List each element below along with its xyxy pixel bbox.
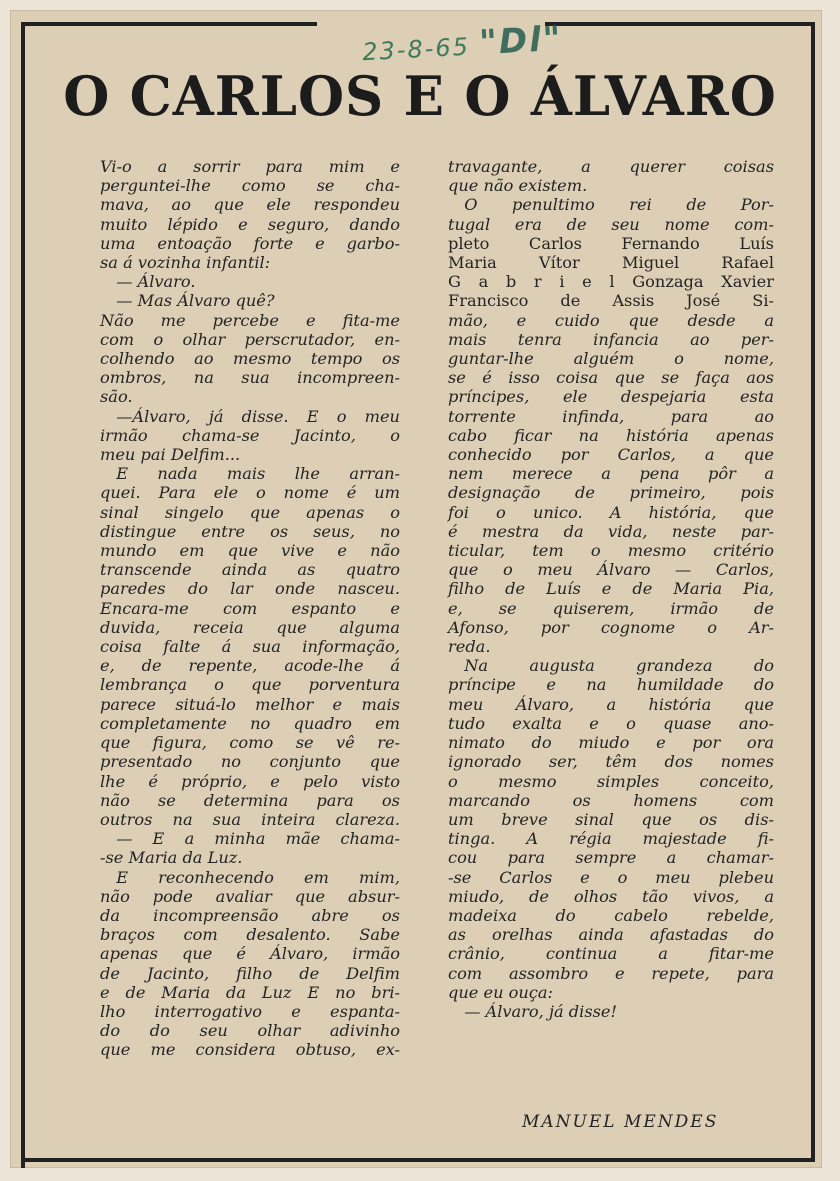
text-line: que figura, como se vê re-	[100, 733, 400, 753]
text-line: coisa falte á sua informação,	[100, 637, 400, 657]
article-title: O CARLOS E O ÁLVARO	[63, 64, 777, 128]
text-line: Afonso, por cognome o Ar-	[448, 617, 774, 637]
text-line: são.	[100, 387, 133, 407]
text-line: Encara-me com espanto e	[100, 598, 400, 618]
text-line: -se Carlos e o meu plebeu	[448, 867, 774, 887]
text-line: tugal era de seu nome com-	[448, 214, 774, 234]
text-line: é mestra da vida, neste par-	[448, 521, 774, 541]
text-line: mais tenra infancia ao per-	[448, 329, 774, 349]
text-line: que não existem.	[448, 176, 588, 196]
text-line: de Jacinto, filho de Delfim	[100, 963, 400, 983]
text-line: torrente infinda, para ao	[448, 406, 774, 426]
border-rule-top-left	[21, 22, 317, 26]
text-line: uma entoação forte e garbo-	[100, 233, 400, 253]
text-line: lho interrogativo e espanta-	[100, 1001, 400, 1021]
text-line: marcando os homens com	[448, 790, 774, 810]
text-line: distingue entre os seus, no	[100, 521, 400, 541]
text-line: um breve sinal que os dis-	[448, 809, 774, 829]
text-line: E reconhecendo em mim,	[100, 867, 400, 887]
text-line: -se Maria da Luz.	[100, 848, 243, 868]
text-line: —Álvaro, já disse. E o meu	[100, 406, 400, 426]
text-line: miudo, de olhos tão vivos, a	[448, 886, 774, 906]
text-line: que o meu Álvaro — Carlos,	[448, 560, 774, 580]
text-line: mão, e cuido que desde a	[448, 310, 774, 330]
article-column-right	[448, 157, 774, 1021]
text-line: mundo em que vive e não	[100, 541, 400, 561]
text-line: não se determina para os	[100, 790, 400, 810]
text-line: reda.	[448, 637, 491, 657]
text-line: outros na sua inteira clareza.	[100, 809, 400, 829]
text-line: duvida, receia que alguma	[100, 617, 400, 637]
text-line: braços com desalento. Sabe	[100, 925, 400, 945]
border-rule-bottom	[21, 1158, 815, 1162]
text-line: tinga. A régia majestade fi-	[448, 829, 774, 849]
text-line: que eu ouça:	[448, 982, 554, 1002]
text-line: Na augusta grandeza do	[448, 656, 774, 676]
text-line: Francisco de Assis José Si-	[448, 291, 774, 311]
text-line: quei. Para ele o nome é um	[100, 483, 400, 503]
text-line: guntar-lhe alguém o nome,	[448, 349, 774, 369]
text-line: que me considera obtuso, ex-	[100, 1040, 400, 1060]
border-rule-top-right	[545, 22, 815, 26]
text-line: paredes do lar onde nasceu.	[100, 579, 400, 599]
text-line: travagante, a querer coisas	[448, 157, 774, 176]
text-line: cou para sempre a chamar-	[448, 848, 774, 868]
text-line: presentado no conjunto que	[100, 752, 400, 772]
text-line: ticular, tem o mesmo critério	[448, 541, 774, 561]
text-line: o mesmo simples conceito,	[448, 771, 774, 791]
handwritten-date: 23-8-65	[361, 32, 471, 67]
text-line: não pode avaliar que absur-	[100, 886, 400, 906]
text-line: crânio, continua a fitar-me	[448, 944, 774, 964]
border-rule-right	[811, 22, 815, 1162]
text-line: designação de primeiro, pois	[448, 483, 774, 503]
text-line: do do seu olhar adivinho	[100, 1021, 400, 1041]
text-line: O penultimo rei de Por-	[448, 195, 774, 215]
text-line: lhe é próprio, e pelo visto	[100, 771, 400, 791]
text-line: foi o unico. A história, que	[448, 502, 774, 522]
text-line: parece situá-lo melhor e mais	[100, 694, 400, 714]
text-line: E nada mais lhe arran-	[100, 464, 400, 484]
text-line: sinal singelo que apenas o	[100, 502, 400, 522]
text-line: se é isso coisa que se faça aos	[448, 368, 774, 388]
text-line: príncipes, ele despejaria esta	[448, 387, 774, 407]
text-line: com assombro e repete, para	[448, 963, 774, 983]
text-line: sa á vozinha infantil:	[100, 253, 271, 273]
text-line: as orelhas ainda afastadas do	[448, 925, 774, 945]
text-line: ignorado ser, têm dos nomes	[448, 752, 774, 772]
text-line: e, de repente, acode-lhe á	[100, 656, 400, 676]
text-line: — Mas Álvaro quê?	[100, 291, 275, 311]
text-line: meu Álvaro, a história que	[448, 694, 774, 714]
text-line: tudo exalta e o quase ano-	[448, 713, 774, 733]
text-line: filho de Luís e de Maria Pia,	[448, 579, 774, 599]
text-line: nimato do miudo e por ora	[448, 733, 774, 753]
text-line: ombros, na sua incompreen-	[100, 368, 400, 388]
text-line: Vi-o a sorrir para mim e	[100, 157, 400, 176]
author-signature: MANUEL MENDES	[522, 1112, 719, 1132]
text-line: da incompreensão abre os	[100, 905, 400, 925]
text-line: príncipe e na humildade do	[448, 675, 774, 695]
text-line: muito lépido e seguro, dando	[100, 214, 400, 234]
text-line: completamente no quadro em	[100, 713, 400, 733]
text-line: Não me percebe e fita-me	[100, 310, 400, 330]
text-line: conhecido por Carlos, a que	[448, 445, 774, 465]
text-line: colhendo ao mesmo tempo os	[100, 349, 400, 369]
text-line: pleto Carlos Fernando Luís	[448, 233, 774, 253]
handwritten-mark: "Dl"	[478, 18, 564, 64]
text-line: meu pai Delfim...	[100, 445, 241, 465]
text-line: G a b r i e l Gonzaga Xavier	[448, 272, 774, 292]
text-line: Maria Vítor Miguel Rafael	[448, 253, 774, 273]
text-line: apenas que é Álvaro, irmão	[100, 944, 400, 964]
text-line: transcende ainda as quatro	[100, 560, 400, 580]
text-line: — Álvaro, já disse!	[448, 1001, 618, 1021]
text-line: e de Maria da Luz E no bri-	[100, 982, 400, 1002]
text-line: — E a minha mãe chama-	[100, 829, 400, 849]
text-line: mava, ao que ele respondeu	[100, 195, 400, 215]
text-line: cabo ficar na história apenas	[448, 425, 774, 445]
text-line: irmão chama-se Jacinto, o	[100, 425, 400, 445]
border-rule-left	[21, 22, 25, 1168]
text-line: — Álvaro.	[100, 272, 196, 292]
text-line: perguntei-lhe como se cha-	[100, 176, 400, 196]
article-column-left	[100, 157, 400, 1060]
text-line: nem merece a pena pôr a	[448, 464, 774, 484]
text-line: lembrança o que porventura	[100, 675, 400, 695]
text-line: madeixa do cabelo rebelde,	[448, 905, 774, 925]
text-line: e, se quiserem, irmão de	[448, 598, 774, 618]
text-line: com o olhar perscrutador, en-	[100, 329, 400, 349]
